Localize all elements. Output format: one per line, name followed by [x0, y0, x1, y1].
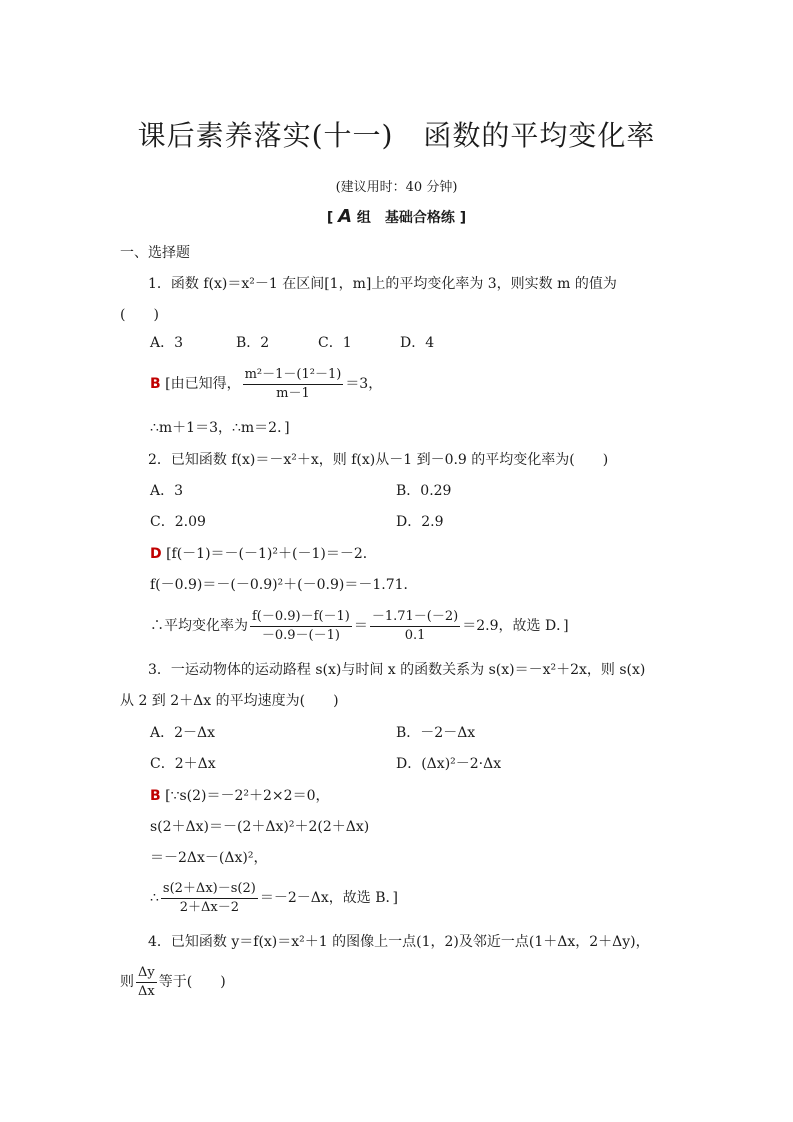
q3-frac-den: 2＋Δx－2	[179, 899, 239, 915]
q1-solution	[150, 364, 382, 404]
q3-sol-line4	[150, 878, 398, 918]
title-main: 课后素养落实(十一)	[137, 119, 394, 152]
q4-fraction	[136, 964, 157, 1001]
q3-option-b: B．－2－Δx	[396, 725, 476, 741]
group-name: 组 基础合格练	[356, 210, 455, 226]
q1-answer: B	[150, 376, 161, 392]
q1-sol-pre: [由已知得，	[165, 376, 241, 392]
q1-option-b: B．2	[236, 335, 270, 351]
q4-stem-cont	[120, 962, 226, 1002]
q3-stem-cont: 从 2 到 2＋Δx 的平均速度为( )	[120, 693, 339, 709]
q1-option-d: D．4	[400, 335, 435, 351]
q2-solution-line1	[150, 544, 377, 564]
group-bracket-close: ]	[459, 210, 467, 226]
q2-sol-line1-text: [f(－1)＝－(－1)²＋(－1)＝－2．	[166, 546, 377, 562]
q3-solution-line1	[150, 786, 329, 806]
q2-sol-line3	[150, 606, 569, 646]
q3-sol-pre: ∴	[150, 890, 159, 906]
q2-frac2-den: 0.1	[404, 627, 426, 643]
group-bracket-open: [	[326, 210, 334, 226]
q2-stem: 2．已知函数 f(x)＝－x²＋x，则 f(x)从－1 到－0.9 的平均变化率为( )	[148, 452, 609, 468]
q4-frac-den: Δx	[138, 983, 155, 999]
q1-option-c: C．1	[318, 335, 352, 351]
q1-sol-post: ＝3，	[345, 376, 383, 392]
q2-fraction-1	[250, 608, 352, 645]
q2-option-b: B．0.29	[396, 483, 452, 499]
q4-stem: 4．已知函数 y＝f(x)＝x²＋1 的图像上一点(1，2)及邻近一点(1＋Δx，2＋Δy)，	[148, 934, 650, 950]
group-logo: A	[338, 206, 353, 227]
q3-option-c: C．2＋Δx	[150, 756, 216, 772]
q2-sol-line2: f(－0.9)＝－(－0.9)²＋(－0.9)＝－1.71．	[150, 577, 418, 593]
q2-frac1-den: －0.9－(－1)	[261, 627, 340, 643]
page-title	[0, 118, 793, 154]
q4-stem-pre: 则	[120, 974, 134, 990]
q1-fraction	[243, 366, 344, 403]
title-topic: 函数的平均变化率	[423, 119, 656, 152]
q2-answer: D	[150, 546, 162, 562]
q3-sol-line2: s(2＋Δx)＝－(2＋Δx)²＋2(2＋Δx)	[150, 819, 370, 835]
q2-option-c: C．2.09	[150, 514, 206, 530]
q1-stem: 1．函数 f(x)＝x²－1 在区间[1，m]上的平均变化率为 3，则实数 m 的值为	[148, 276, 617, 292]
q2-eq: ＝	[353, 618, 368, 634]
q1-frac-num: m²－1－(1²－1)	[243, 366, 344, 385]
q2-option-d: D．2.9	[396, 514, 444, 530]
q4-frac-num: Δy	[136, 964, 157, 983]
section-heading: 一、选择题	[120, 245, 190, 261]
q2-fraction-2	[370, 608, 460, 645]
q1-stem-paren: ( )	[120, 307, 159, 323]
time-note: (建议用时：40 分钟)	[335, 180, 458, 195]
q2-frac1-num: f(－0.9)－f(－1)	[250, 608, 352, 627]
q4-stem-post: 等于( )	[158, 974, 226, 990]
q1-sol-line2: ∴m＋1＝3，∴m＝2．]	[150, 420, 290, 436]
q3-sol-line1-text: [∵s(2)＝－2²＋2×2＝0，	[165, 788, 330, 804]
q3-fraction	[161, 880, 258, 917]
group-heading	[0, 206, 793, 227]
q3-sol-post: ＝－2－Δx，故选 B．]	[259, 890, 398, 906]
q2-sol-pre: ∴平均变化率为	[150, 618, 248, 634]
q3-option-a: A．2－Δx	[150, 725, 216, 741]
q3-stem: 3．一运动物体的运动路程 s(x)与时间 x 的函数关系为 s(x)＝－x²＋2x，则 s(x)	[148, 662, 646, 678]
q3-frac-num: s(2＋Δx)－s(2)	[161, 880, 258, 899]
q2-option-a: A．3	[150, 483, 184, 499]
q3-answer: B	[150, 788, 161, 804]
q3-option-d: D．(Δx)²－2·Δx	[396, 756, 502, 772]
q3-sol-line3: ＝－2Δx－(Δx)²，	[150, 850, 268, 866]
q2-frac2-num: －1.71－(－2)	[370, 608, 460, 627]
q1-option-a: A．3	[150, 335, 184, 351]
q2-sol-post: ＝2.9，故选 D．]	[462, 618, 569, 634]
q1-frac-den: m－1	[276, 385, 310, 401]
